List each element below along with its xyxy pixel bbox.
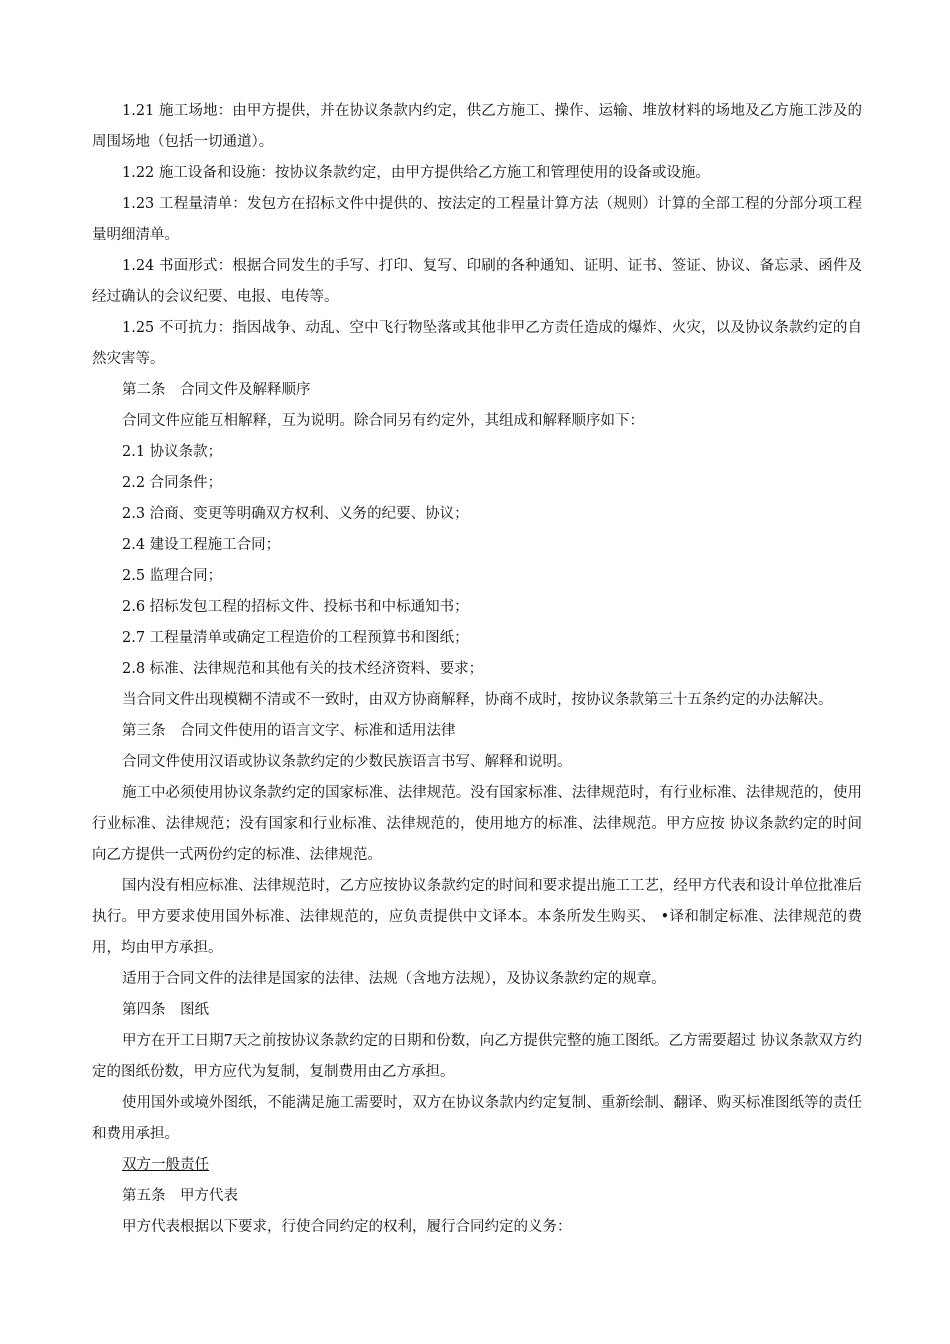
clause-2-2: 2.2 合同条件； <box>122 475 223 491</box>
section-heading-text: 双方一般责任 <box>122 1157 209 1173</box>
article-3-foreign-standards: 国内没有相应标准、法律规范时，乙方应按协议条款约定的时间和要求提出施工工艺，经甲方代表和设计单位批准后执行。甲方要求使用国外标准、法律规范的，应负责提供中文译本。本条所发生购买、 •译和制定标准、法律规范的费用，均由甲方承担。 <box>92 878 862 956</box>
clause-2-6: 2.6 招标发包工程的招标文件、投标书和中标通知书； <box>122 599 469 615</box>
article-2-intro: 合同文件应能互相解释，互为说明。除合同另有约定外，其组成和解释顺序如下： <box>122 413 644 429</box>
clause-2-4: 2.4 建设工程施工合同； <box>122 537 281 553</box>
article-4-foreign-drawings: 使用国外或境外图纸，不能满足施工需要时，双方在协议条款内约定复制、重新绘制、翻译、购买标准图纸等的责任和费用承担。 <box>92 1095 862 1142</box>
article-2-heading: 第二条 合同文件及解释顺序 <box>122 382 311 398</box>
clause-1-21: 1.21 施工场地：由甲方提供，并在协议条款内约定，供乙方施工、操作、运输、堆放材料的场地及乙方施工涉及的周围场地（包括一切通道）。 <box>92 103 862 150</box>
document-body <box>92 96 862 1243</box>
clause-1-23: 1.23 工程量清单：发包方在招标文件中提供的、按法定的工程量计算方法（规则）计算的全部工程的分部分项工程量明细清单。 <box>92 196 862 243</box>
clause-2-1: 2.1 协议条款； <box>122 444 223 460</box>
clause-2-7: 2.7 工程量清单或确定工程造价的工程预算书和图纸； <box>122 630 469 646</box>
article-5-intro: 甲方代表根据以下要求，行使合同约定的权利，履行合同约定的义务： <box>122 1219 572 1235</box>
article-3-heading: 第三条 合同文件使用的语言文字、标准和适用法律 <box>122 723 456 739</box>
article-5-heading: 第五条 甲方代表 <box>122 1188 238 1204</box>
article-4-drawings: 甲方在开工日期7天之前按协议条款约定的日期和份数，向乙方提供完整的施工图纸。乙方需要超过 协议条款双方约定的图纸份数，甲方应代为复制，复制费用由乙方承担。 <box>92 1033 862 1080</box>
section-heading-general-responsibilities <box>92 1150 862 1181</box>
clause-1-22: 1.22 施工设备和设施：按协议条款约定，由甲方提供给乙方施工和管理使用的设备或设施。 <box>122 165 710 181</box>
clause-1-24: 1.24 书面形式：根据合同发生的手写、打印、复写、印刷的各种通知、证明、证书、签证、协议、备忘录、函件及经过确认的会议纪要、电报、电传等。 <box>92 258 862 305</box>
clause-1-25: 1.25 不可抗力：指因战争、动乱、空中飞行物坠落或其他非甲乙方责任造成的爆炸、火灾，以及协议条款约定的自然灾害等。 <box>92 320 862 367</box>
clause-2-3: 2.3 洽商、变更等明确双方权利、义务的纪要、协议； <box>122 506 469 522</box>
article-2-conflict: 当合同文件出现模糊不清或不一致时，由双方协商解释，协商不成时，按协议条款第三十五条约定的办法解决。 <box>122 692 833 708</box>
article-4-heading: 第四条 图纸 <box>122 1002 209 1018</box>
article-3-standards: 施工中必须使用协议条款约定的国家标准、法律规范。没有国家标准、法律规范时，有行业标准、法律规范的，使用行业标准、法律规范；没有国家和行业标准、法律规范的，使用地方的标准、法律规范。甲方应按 协议条款约定的时间向乙方提供一式两份约定的标准、法律规范。 <box>92 785 862 863</box>
clause-2-8: 2.8 标准、法律规范和其他有关的技术经济资料、要求； <box>122 661 484 677</box>
article-3-language: 合同文件使用汉语或协议条款约定的少数民族语言书写、解释和说明。 <box>122 754 572 770</box>
clause-2-5: 2.5 监理合同； <box>122 568 223 584</box>
article-3-law: 适用于合同文件的法律是国家的法律、法规（含地方法规），及协议条款约定的规章。 <box>122 971 666 987</box>
